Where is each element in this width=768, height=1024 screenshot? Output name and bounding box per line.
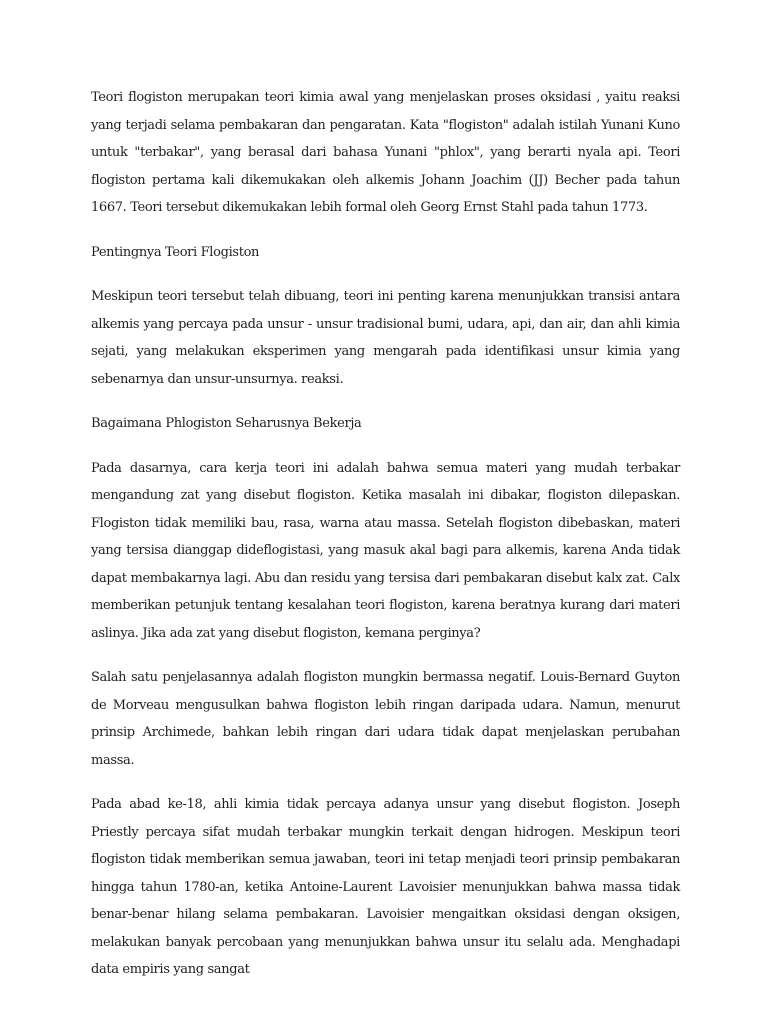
- paragraph-negative-mass: Salah satu penjelasannya adalah flogiston mungkin bermassa negatif. Louis-Bernard Guyton de Morveau mengusulkan bahwa flogiston lebih ringan daripada udara. Namun, menurut prinsip Archimede, bahkan lebih ringan dari udara tidak dapat menjelaskan perubahan massa.: [91, 670, 680, 768]
- paragraph-intro: Teori flogiston merupakan teori kimia awal yang menjelaskan proses oksidasi , yaitu reaksi yang terjadi selama pembakaran dan pengaratan. Kata "flogiston" adalah istilah Yunani Kuno untuk "terbakar", yang berasal dari bahasa Yunani "phlox", yang berarti nyala api. Teori flogiston pertama kali dikemukakan oleh alkemis Johann Joachim (JJ) Becher pada tahun 1667. Teori tersebut dikemukakan lebih formal oleh Georg Ernst Stahl pada tahun 1773.: [91, 90, 680, 215]
- paragraph-how-it-works: Pada dasarnya, cara kerja teori ini adalah bahwa semua materi yang mudah terbakar mengandung zat yang disebut flogiston. Ketika masalah ini dibakar, flogiston dilepaskan. Flogiston tidak memiliki bau, rasa, warna atau massa. Setelah flogiston dibebaskan, materi yang tersisa dianggap dideflogistasi, yang masuk akal bagi para alkemis, karena Anda tidak dapat membakarnya lagi. Abu dan residu yang tersisa dari pembakaran disebut kalx zat. Calx memberikan petunjuk tentang kesalahan teori flogiston, karena beratnya kurang dari materi aslinya. Jika ada zat yang disebut flogiston, kemana perginya?: [91, 460, 680, 641]
- document-page: [91, 84, 680, 1001]
- paragraph-lavoisier: Pada abad ke-18, ahli kimia tidak percaya adanya unsur yang disebut flogiston. Joseph Priestly percaya sifat mudah terbakar mungkin terkait dengan hidrogen. Meskipun teori flogiston tidak memberikan semua jawaban, teori ini tetap menjadi teori prinsip pembakaran hingga tahun 1780-an, ketika Antoine-Laurent Lavoisier menunjukkan bahwa massa tidak benar-benar hilang selama pembakaran. Lavoisier mengaitkan oksidasi dengan oksigen, melakukan banyak percobaan yang menunjukkan bahwa unsur itu selalu ada. Menghadapi data empiris yang sangat: [91, 797, 680, 977]
- section-heading-how-it-works: Bagaimana Phlogiston Seharusnya Bekerja: [91, 416, 362, 431]
- section-heading-importance: Pentingnya Teori Flogiston: [91, 244, 260, 260]
- paragraph-importance: Meskipun teori tersebut telah dibuang, teori ini penting karena menunjukkan transisi antara alkemis yang percaya pada unsur - unsur tradisional bumi, udara, api, dan air, dan ahli kimia sejati, yang melakukan eksperimen yang mengarah pada identifikasi unsur kimia yang sebenarnya dan unsur-unsurnya. reaksi.: [91, 289, 680, 387]
